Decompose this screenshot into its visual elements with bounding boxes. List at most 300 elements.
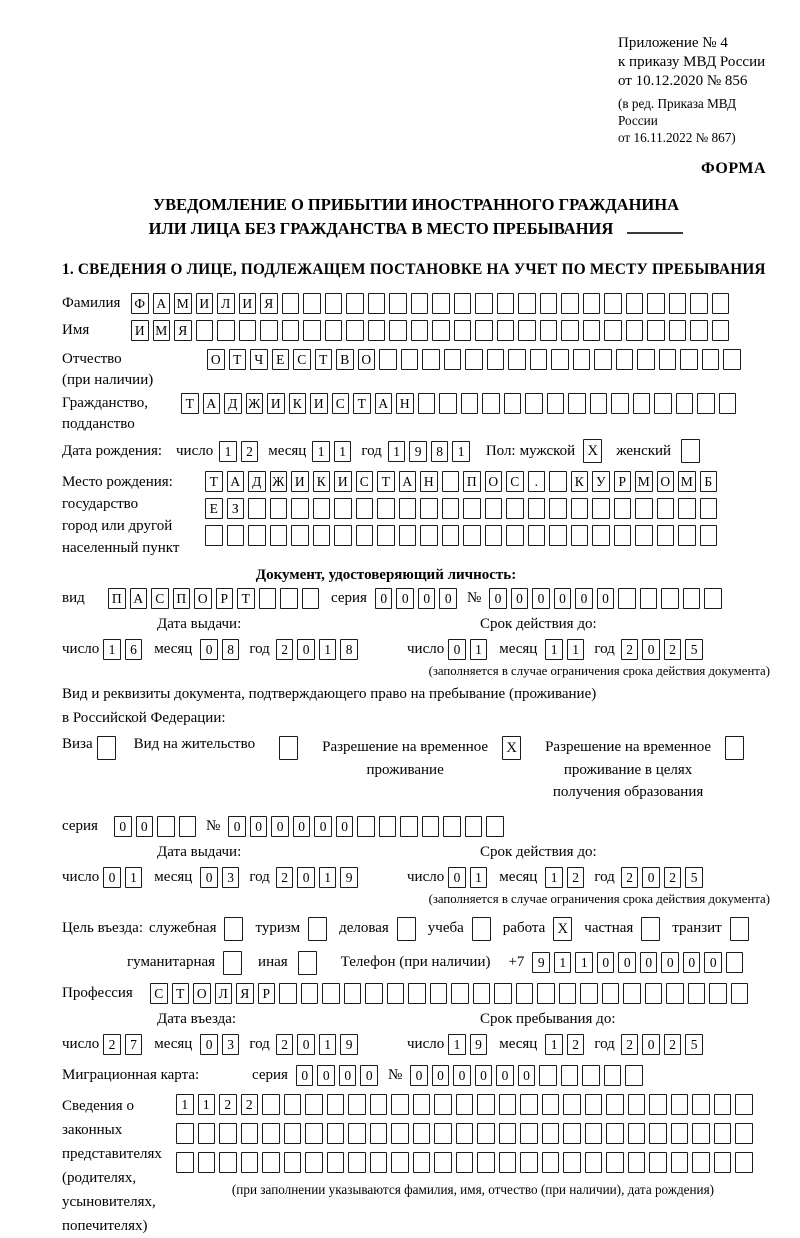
- phone-cell[interactable]: [726, 952, 744, 973]
- doc-valid-year-cell[interactable]: 2: [621, 639, 639, 660]
- profession-cell[interactable]: [473, 983, 491, 1004]
- given-name-cell[interactable]: [583, 320, 601, 341]
- patronymic-cell[interactable]: [465, 349, 483, 370]
- representative-cell[interactable]: [434, 1094, 452, 1115]
- surname-cell[interactable]: [669, 293, 687, 314]
- profession-cell[interactable]: [602, 983, 620, 1004]
- birth-place-cell[interactable]: К: [571, 471, 589, 492]
- given-name-cell[interactable]: [475, 320, 493, 341]
- profession-cell[interactable]: [494, 983, 512, 1004]
- surname-cell[interactable]: [389, 293, 407, 314]
- representative-cell[interactable]: [563, 1123, 581, 1144]
- citizenship-cell[interactable]: [525, 393, 543, 414]
- patronymic-cell[interactable]: [487, 349, 505, 370]
- birth-place-cell[interactable]: [678, 498, 696, 519]
- birth-place-cell[interactable]: [463, 525, 481, 546]
- birth-place-cell[interactable]: [506, 498, 524, 519]
- representative-cell[interactable]: [499, 1123, 517, 1144]
- residence-number-cell[interactable]: [486, 816, 504, 837]
- given-name-cell[interactable]: [669, 320, 687, 341]
- representative-cell[interactable]: [563, 1152, 581, 1173]
- representative-cell[interactable]: [456, 1152, 474, 1173]
- birth-day-cell[interactable]: 1: [219, 441, 237, 462]
- profession-cell[interactable]: [709, 983, 727, 1004]
- birth-place-cell[interactable]: [657, 498, 675, 519]
- given-name-cell[interactable]: [626, 320, 644, 341]
- profession-cell[interactable]: [279, 983, 297, 1004]
- citizenship-cell[interactable]: [697, 393, 715, 414]
- doc-series-cell[interactable]: 0: [396, 588, 414, 609]
- representative-cell[interactable]: [714, 1152, 732, 1173]
- until-day-cell[interactable]: 9: [470, 1034, 488, 1055]
- profession-cell[interactable]: [688, 983, 706, 1004]
- surname-cell[interactable]: [368, 293, 386, 314]
- birth-place-cell[interactable]: Д: [248, 471, 266, 492]
- birth-place-cell[interactable]: [700, 525, 718, 546]
- residence-valid-day-cell[interactable]: 1: [470, 867, 488, 888]
- birth-place-cell[interactable]: [700, 498, 718, 519]
- birth-place-cell[interactable]: К: [313, 471, 331, 492]
- given-name-cell[interactable]: [282, 320, 300, 341]
- residence-permit-checkbox[interactable]: [279, 736, 298, 760]
- doc-issue-year-cell[interactable]: 8: [340, 639, 358, 660]
- purpose-work-checkbox[interactable]: X: [553, 917, 572, 941]
- migration-number-cell[interactable]: 0: [410, 1065, 428, 1086]
- citizenship-cell[interactable]: Н: [396, 393, 414, 414]
- representative-cell[interactable]: [434, 1152, 452, 1173]
- citizenship-cell[interactable]: [676, 393, 694, 414]
- birth-place-cell[interactable]: [291, 498, 309, 519]
- doc-kind-cell[interactable]: Р: [216, 588, 234, 609]
- birth-place-cell[interactable]: [442, 525, 460, 546]
- birth-place-cell[interactable]: [635, 498, 653, 519]
- representative-cell[interactable]: [348, 1094, 366, 1115]
- patronymic-cell[interactable]: Ч: [250, 349, 268, 370]
- surname-cell[interactable]: [346, 293, 364, 314]
- entry-month-cell[interactable]: 3: [222, 1034, 240, 1055]
- residence-issue-year-cell[interactable]: 0: [297, 867, 315, 888]
- until-year-cell[interactable]: 5: [685, 1034, 703, 1055]
- birth-place-cell[interactable]: А: [227, 471, 245, 492]
- surname-cell[interactable]: И: [196, 293, 214, 314]
- given-name-cell[interactable]: И: [131, 320, 149, 341]
- purpose-transit-checkbox[interactable]: [730, 917, 749, 941]
- representative-cell[interactable]: [241, 1123, 259, 1144]
- birth-place-cell[interactable]: [420, 525, 438, 546]
- birth-place-cell[interactable]: [485, 498, 503, 519]
- until-year-cell[interactable]: 2: [621, 1034, 639, 1055]
- residence-number-cell[interactable]: [357, 816, 375, 837]
- citizenship-cell[interactable]: Ж: [246, 393, 264, 414]
- birth-month-cell[interactable]: 1: [334, 441, 352, 462]
- representative-cell[interactable]: [348, 1152, 366, 1173]
- representative-cell[interactable]: [477, 1152, 495, 1173]
- doc-kind-cell[interactable]: П: [108, 588, 126, 609]
- migration-number-cell[interactable]: [582, 1065, 600, 1086]
- patronymic-cell[interactable]: В: [336, 349, 354, 370]
- representative-cell[interactable]: 2: [241, 1094, 259, 1115]
- doc-number-cell[interactable]: 0: [532, 588, 550, 609]
- representative-cell[interactable]: [370, 1094, 388, 1115]
- given-name-cell[interactable]: [239, 320, 257, 341]
- representative-cell[interactable]: [692, 1123, 710, 1144]
- birth-day-cell[interactable]: 2: [241, 441, 259, 462]
- representative-cell[interactable]: [176, 1123, 194, 1144]
- citizenship-cell[interactable]: [547, 393, 565, 414]
- phone-cell[interactable]: 0: [683, 952, 701, 973]
- birth-place-cell[interactable]: [528, 498, 546, 519]
- citizenship-cell[interactable]: [418, 393, 436, 414]
- citizenship-cell[interactable]: [461, 393, 479, 414]
- birth-place-cell[interactable]: [442, 498, 460, 519]
- given-name-cell[interactable]: [432, 320, 450, 341]
- representative-cell[interactable]: [434, 1123, 452, 1144]
- doc-kind-cell[interactable]: [259, 588, 277, 609]
- representative-cell[interactable]: [305, 1152, 323, 1173]
- purpose-study-checkbox[interactable]: [472, 917, 491, 941]
- representative-cell[interactable]: [284, 1123, 302, 1144]
- representative-cell[interactable]: [477, 1123, 495, 1144]
- purpose-business-checkbox[interactable]: [397, 917, 416, 941]
- birth-place-cell[interactable]: Б: [700, 471, 718, 492]
- birth-place-cell[interactable]: Е: [205, 498, 223, 519]
- representative-cell[interactable]: [628, 1094, 646, 1115]
- entry-day-cell[interactable]: 2: [103, 1034, 121, 1055]
- birth-place-cell[interactable]: С: [506, 471, 524, 492]
- migration-series-cell[interactable]: 0: [296, 1065, 314, 1086]
- profession-cell[interactable]: [559, 983, 577, 1004]
- doc-issue-year-cell[interactable]: 2: [276, 639, 294, 660]
- doc-valid-year-cell[interactable]: 2: [664, 639, 682, 660]
- doc-kind-cell[interactable]: Т: [237, 588, 255, 609]
- citizenship-cell[interactable]: И: [310, 393, 328, 414]
- birth-place-cell[interactable]: И: [291, 471, 309, 492]
- citizenship-cell[interactable]: А: [203, 393, 221, 414]
- patronymic-cell[interactable]: Т: [229, 349, 247, 370]
- birth-year-cell[interactable]: 1: [452, 441, 470, 462]
- representative-cell[interactable]: [649, 1123, 667, 1144]
- given-name-cell[interactable]: [325, 320, 343, 341]
- representative-cell[interactable]: [542, 1123, 560, 1144]
- representative-cell[interactable]: [456, 1123, 474, 1144]
- residence-series-cell[interactable]: [157, 816, 175, 837]
- purpose-humanitarian-checkbox[interactable]: [223, 951, 242, 975]
- surname-cell[interactable]: [583, 293, 601, 314]
- residence-issue-month-cell[interactable]: 0: [200, 867, 218, 888]
- given-name-cell[interactable]: [368, 320, 386, 341]
- residence-number-cell[interactable]: 0: [250, 816, 268, 837]
- representative-cell[interactable]: [499, 1094, 517, 1115]
- patronymic-cell[interactable]: Т: [315, 349, 333, 370]
- birth-place-cell[interactable]: [248, 525, 266, 546]
- profession-cell[interactable]: [322, 983, 340, 1004]
- given-name-cell[interactable]: [690, 320, 708, 341]
- representative-cell[interactable]: [542, 1094, 560, 1115]
- doc-kind-cell[interactable]: [302, 588, 320, 609]
- representative-cell[interactable]: [563, 1094, 581, 1115]
- temp-permit-checkbox[interactable]: X: [502, 736, 521, 760]
- patronymic-cell[interactable]: Е: [272, 349, 290, 370]
- surname-cell[interactable]: [626, 293, 644, 314]
- phone-cell[interactable]: 0: [618, 952, 636, 973]
- representative-cell[interactable]: [262, 1094, 280, 1115]
- residence-number-cell[interactable]: [400, 816, 418, 837]
- migration-series-cell[interactable]: 0: [317, 1065, 335, 1086]
- residence-valid-year-cell[interactable]: 5: [685, 867, 703, 888]
- phone-cell[interactable]: 1: [575, 952, 593, 973]
- citizenship-cell[interactable]: [568, 393, 586, 414]
- representative-cell[interactable]: [628, 1152, 646, 1173]
- birth-place-cell[interactable]: [528, 525, 546, 546]
- surname-cell[interactable]: [518, 293, 536, 314]
- doc-kind-cell[interactable]: С: [151, 588, 169, 609]
- citizenship-cell[interactable]: [719, 393, 737, 414]
- purpose-official-checkbox[interactable]: [224, 917, 243, 941]
- representative-cell[interactable]: [284, 1152, 302, 1173]
- birth-month-cell[interactable]: 1: [312, 441, 330, 462]
- birth-place-cell[interactable]: П: [463, 471, 481, 492]
- representative-cell[interactable]: [585, 1123, 603, 1144]
- surname-cell[interactable]: И: [239, 293, 257, 314]
- birth-place-cell[interactable]: [678, 525, 696, 546]
- surname-cell[interactable]: [325, 293, 343, 314]
- surname-cell[interactable]: А: [153, 293, 171, 314]
- residence-number-cell[interactable]: [379, 816, 397, 837]
- patronymic-cell[interactable]: [616, 349, 634, 370]
- migration-number-cell[interactable]: 0: [453, 1065, 471, 1086]
- doc-kind-cell[interactable]: О: [194, 588, 212, 609]
- birth-place-cell[interactable]: [614, 525, 632, 546]
- doc-number-cell[interactable]: [640, 588, 658, 609]
- patronymic-cell[interactable]: [401, 349, 419, 370]
- representative-cell[interactable]: [714, 1123, 732, 1144]
- residence-issue-month-cell[interactable]: 3: [222, 867, 240, 888]
- representative-cell[interactable]: [735, 1152, 753, 1173]
- entry-month-cell[interactable]: 0: [200, 1034, 218, 1055]
- given-name-cell[interactable]: [454, 320, 472, 341]
- residence-number-cell[interactable]: 0: [314, 816, 332, 837]
- patronymic-cell[interactable]: [422, 349, 440, 370]
- birth-place-cell[interactable]: [377, 498, 395, 519]
- surname-cell[interactable]: М: [174, 293, 192, 314]
- birth-place-cell[interactable]: [571, 498, 589, 519]
- representative-cell[interactable]: [241, 1152, 259, 1173]
- representative-cell[interactable]: [305, 1123, 323, 1144]
- given-name-cell[interactable]: [561, 320, 579, 341]
- profession-cell[interactable]: [408, 983, 426, 1004]
- doc-series-cell[interactable]: 0: [439, 588, 457, 609]
- given-name-cell[interactable]: [346, 320, 364, 341]
- birth-place-cell[interactable]: [248, 498, 266, 519]
- given-name-cell[interactable]: [411, 320, 429, 341]
- citizenship-cell[interactable]: [482, 393, 500, 414]
- representative-cell[interactable]: [671, 1152, 689, 1173]
- birth-place-cell[interactable]: [506, 525, 524, 546]
- patronymic-cell[interactable]: [637, 349, 655, 370]
- residence-issue-day-cell[interactable]: 0: [103, 867, 121, 888]
- doc-number-cell[interactable]: 0: [554, 588, 572, 609]
- profession-cell[interactable]: [430, 983, 448, 1004]
- doc-series-cell[interactable]: 0: [418, 588, 436, 609]
- surname-cell[interactable]: [411, 293, 429, 314]
- representative-cell[interactable]: [477, 1094, 495, 1115]
- purpose-other-checkbox[interactable]: [298, 951, 317, 975]
- patronymic-cell[interactable]: [551, 349, 569, 370]
- birth-place-cell[interactable]: А: [399, 471, 417, 492]
- until-month-cell[interactable]: 2: [567, 1034, 585, 1055]
- profession-cell[interactable]: [537, 983, 555, 1004]
- birth-place-cell[interactable]: [420, 498, 438, 519]
- representative-cell[interactable]: [606, 1123, 624, 1144]
- residence-valid-year-cell[interactable]: 2: [621, 867, 639, 888]
- patronymic-cell[interactable]: [508, 349, 526, 370]
- doc-kind-cell[interactable]: П: [173, 588, 191, 609]
- surname-cell[interactable]: [647, 293, 665, 314]
- birth-place-cell[interactable]: [399, 498, 417, 519]
- birth-place-cell[interactable]: [635, 525, 653, 546]
- patronymic-cell[interactable]: О: [358, 349, 376, 370]
- birth-place-cell[interactable]: [334, 525, 352, 546]
- profession-cell[interactable]: [645, 983, 663, 1004]
- profession-cell[interactable]: С: [150, 983, 168, 1004]
- surname-cell[interactable]: [432, 293, 450, 314]
- profession-cell[interactable]: О: [193, 983, 211, 1004]
- residence-series-cell[interactable]: 0: [136, 816, 154, 837]
- birth-place-cell[interactable]: [313, 498, 331, 519]
- birth-place-cell[interactable]: [291, 525, 309, 546]
- citizenship-cell[interactable]: [590, 393, 608, 414]
- migration-series-cell[interactable]: 0: [339, 1065, 357, 1086]
- representative-cell[interactable]: [305, 1094, 323, 1115]
- entry-year-cell[interactable]: 2: [276, 1034, 294, 1055]
- doc-number-cell[interactable]: 0: [511, 588, 529, 609]
- representative-cell[interactable]: [348, 1123, 366, 1144]
- birth-place-cell[interactable]: [549, 498, 567, 519]
- doc-kind-cell[interactable]: А: [130, 588, 148, 609]
- residence-number-cell[interactable]: 0: [271, 816, 289, 837]
- citizenship-cell[interactable]: И: [267, 393, 285, 414]
- representative-cell[interactable]: [585, 1094, 603, 1115]
- doc-issue-day-cell[interactable]: 6: [125, 639, 143, 660]
- residence-issue-year-cell[interactable]: 1: [319, 867, 337, 888]
- surname-cell[interactable]: [497, 293, 515, 314]
- doc-number-cell[interactable]: [661, 588, 679, 609]
- birth-place-cell[interactable]: [270, 525, 288, 546]
- birth-place-cell[interactable]: З: [227, 498, 245, 519]
- doc-number-cell[interactable]: 0: [597, 588, 615, 609]
- representative-cell[interactable]: 1: [176, 1094, 194, 1115]
- doc-issue-year-cell[interactable]: 0: [297, 639, 315, 660]
- residence-number-cell[interactable]: 0: [228, 816, 246, 837]
- profession-cell[interactable]: [623, 983, 641, 1004]
- birth-year-cell[interactable]: 1: [388, 441, 406, 462]
- birth-place-cell[interactable]: Р: [614, 471, 632, 492]
- representative-cell[interactable]: [520, 1123, 538, 1144]
- surname-cell[interactable]: [561, 293, 579, 314]
- representative-cell[interactable]: [520, 1152, 538, 1173]
- residence-valid-year-cell[interactable]: 0: [642, 867, 660, 888]
- purpose-tourism-checkbox[interactable]: [308, 917, 327, 941]
- doc-issue-month-cell[interactable]: 8: [222, 639, 240, 660]
- given-name-cell[interactable]: [260, 320, 278, 341]
- birth-place-cell[interactable]: М: [678, 471, 696, 492]
- representative-cell[interactable]: [628, 1123, 646, 1144]
- birth-place-cell[interactable]: Н: [420, 471, 438, 492]
- migration-series-cell[interactable]: 0: [360, 1065, 378, 1086]
- representative-cell[interactable]: [262, 1152, 280, 1173]
- given-name-cell[interactable]: [303, 320, 321, 341]
- representative-cell[interactable]: [606, 1094, 624, 1115]
- profession-cell[interactable]: [387, 983, 405, 1004]
- representative-cell[interactable]: [671, 1123, 689, 1144]
- birth-place-cell[interactable]: С: [356, 471, 374, 492]
- birth-place-cell[interactable]: [592, 525, 610, 546]
- birth-year-cell[interactable]: 8: [431, 441, 449, 462]
- representative-cell[interactable]: [606, 1152, 624, 1173]
- until-day-cell[interactable]: 1: [448, 1034, 466, 1055]
- birth-place-cell[interactable]: [571, 525, 589, 546]
- given-name-cell[interactable]: [217, 320, 235, 341]
- representative-cell[interactable]: [649, 1152, 667, 1173]
- doc-number-cell[interactable]: 0: [489, 588, 507, 609]
- doc-number-cell[interactable]: [704, 588, 722, 609]
- representative-cell[interactable]: [370, 1152, 388, 1173]
- phone-cell[interactable]: 0: [661, 952, 679, 973]
- citizenship-cell[interactable]: [504, 393, 522, 414]
- representative-cell[interactable]: [542, 1152, 560, 1173]
- doc-valid-day-cell[interactable]: 0: [448, 639, 466, 660]
- doc-series-cell[interactable]: 0: [375, 588, 393, 609]
- doc-valid-year-cell[interactable]: 0: [642, 639, 660, 660]
- residence-valid-month-cell[interactable]: 2: [567, 867, 585, 888]
- migration-number-cell[interactable]: [604, 1065, 622, 1086]
- doc-valid-month-cell[interactable]: 1: [567, 639, 585, 660]
- representative-cell[interactable]: [671, 1094, 689, 1115]
- representative-cell[interactable]: [327, 1123, 345, 1144]
- residence-issue-year-cell[interactable]: 2: [276, 867, 294, 888]
- edu-permit-checkbox[interactable]: [725, 736, 744, 760]
- representative-cell[interactable]: [284, 1094, 302, 1115]
- phone-cell[interactable]: 0: [597, 952, 615, 973]
- residence-number-cell[interactable]: 0: [293, 816, 311, 837]
- representative-cell[interactable]: [413, 1152, 431, 1173]
- birth-place-cell[interactable]: [313, 525, 331, 546]
- birth-year-cell[interactable]: 9: [409, 441, 427, 462]
- representative-cell[interactable]: [262, 1123, 280, 1144]
- doc-issue-year-cell[interactable]: 1: [319, 639, 337, 660]
- birth-place-cell[interactable]: [205, 525, 223, 546]
- surname-cell[interactable]: [712, 293, 730, 314]
- birth-place-cell[interactable]: О: [657, 471, 675, 492]
- representative-cell[interactable]: [714, 1094, 732, 1115]
- representative-cell[interactable]: 2: [219, 1094, 237, 1115]
- birth-place-cell[interactable]: О: [485, 471, 503, 492]
- migration-number-cell[interactable]: 0: [432, 1065, 450, 1086]
- surname-cell[interactable]: [454, 293, 472, 314]
- birth-place-cell[interactable]: [334, 498, 352, 519]
- residence-number-cell[interactable]: 0: [336, 816, 354, 837]
- citizenship-cell[interactable]: [633, 393, 651, 414]
- doc-valid-year-cell[interactable]: 5: [685, 639, 703, 660]
- until-year-cell[interactable]: 0: [642, 1034, 660, 1055]
- patronymic-cell[interactable]: [530, 349, 548, 370]
- surname-cell[interactable]: [690, 293, 708, 314]
- doc-valid-month-cell[interactable]: 1: [545, 639, 563, 660]
- representative-cell[interactable]: [520, 1094, 538, 1115]
- representative-cell[interactable]: [198, 1152, 216, 1173]
- birth-place-cell[interactable]: [399, 525, 417, 546]
- patronymic-cell[interactable]: [594, 349, 612, 370]
